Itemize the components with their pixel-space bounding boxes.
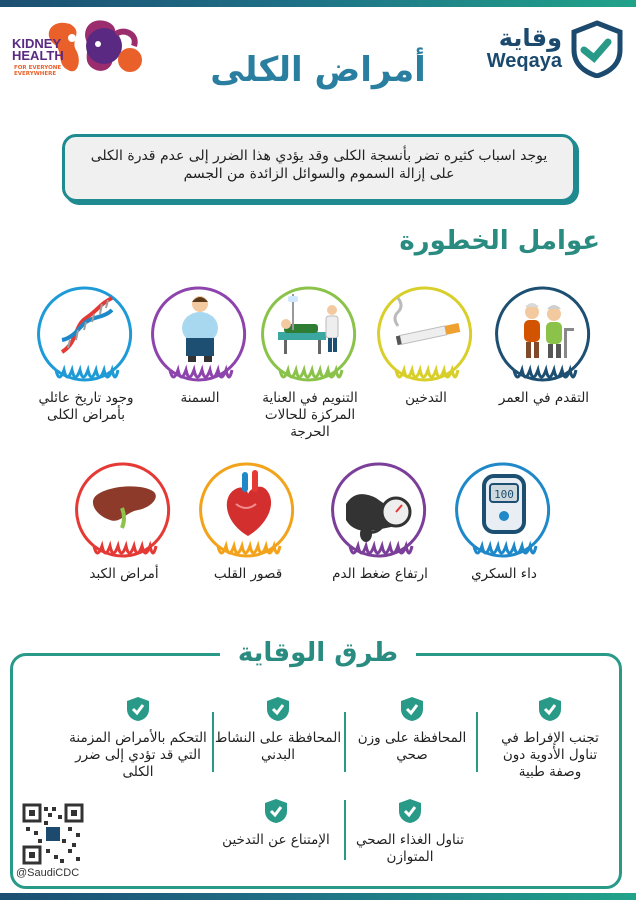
risk-badge-icu [258, 282, 362, 386]
hospital-bed-icon [258, 282, 362, 394]
elderly-couple-icon [492, 282, 596, 394]
risk-item-hypertension [320, 458, 440, 583]
risk-label: داء السكري [471, 566, 537, 582]
risk-badge-diabetes [452, 458, 556, 562]
risk-item-age [484, 282, 604, 407]
top-gradient-bar [0, 0, 636, 7]
blood-pressure-monitor-icon [328, 458, 432, 570]
shield-check-icon [265, 696, 291, 722]
shield-check-icon [399, 696, 425, 722]
risk-badge-age [492, 282, 596, 386]
risk-label: ارتفاع ضغط الدم [332, 566, 428, 582]
risk-label: أمراض الكبد [89, 566, 159, 582]
divider [476, 712, 478, 772]
kidney-logo-subtitle: FOR EVERYONE EVERYWHERE [14, 65, 62, 77]
glucometer-icon [452, 458, 556, 570]
glucometer-reading: 100 [494, 488, 514, 501]
prevention-label: الإمتناع عن التدخين [222, 832, 330, 848]
qr-code-icon [22, 803, 84, 865]
intro-box [62, 134, 576, 202]
page-title: أمراض الكلى [210, 50, 426, 90]
risk-badge-family-history [34, 282, 138, 386]
shield-check-icon [537, 696, 563, 722]
prevention-label: المحافظة على النشاط البدني [214, 730, 342, 763]
weqaya-arabic-name: وقاية [498, 24, 562, 52]
prevention-title: طرق الوقاية [220, 638, 416, 668]
heart-icon [196, 458, 300, 570]
prevention-label: تجنب الإفراط في تناول الأدوية دون وصفة طبية [501, 730, 599, 780]
risk-badge-liver-disease [72, 458, 176, 562]
social-handle[interactable]: @SaudiCDC [16, 867, 80, 879]
risk-item-obesity [140, 282, 260, 407]
risk-badge-heart-failure [196, 458, 300, 562]
prevention-item [214, 696, 342, 764]
obese-person-icon [148, 282, 252, 394]
dna-icon [34, 282, 138, 394]
risk-factors-title: عوامل الخطورة [399, 226, 600, 256]
prevention-item [348, 696, 476, 764]
prevention-item [212, 798, 340, 849]
prevention-item [486, 696, 614, 781]
kidney-logo-title: KIDNEY HEALTH [12, 36, 64, 63]
risk-badge-hypertension [328, 458, 432, 562]
liver-icon [72, 458, 176, 570]
divider [344, 712, 346, 772]
risk-item-family-history [26, 282, 146, 424]
intro-text: يوجد اسباب كثيره تضر بأنسجة الكلى وقد يؤدي هذا الضرر إلى عدم قدرة الكلى على إزالة السموم والسوائل الزائدة من الجسم [90, 148, 548, 182]
prevention-label: المحافظة على وزن صحي [357, 730, 467, 763]
risk-item-icu [250, 282, 370, 441]
prevention-title-wrap [0, 638, 636, 668]
shield-check-icon [125, 696, 151, 722]
prevention-label: تناول الغذاء الصحي المتوازن [356, 832, 464, 865]
risk-item-diabetes [444, 458, 564, 583]
risk-label: السمنة [180, 390, 220, 406]
risk-item-liver-disease [64, 458, 184, 583]
risk-label: التدخين [405, 390, 447, 406]
risk-label: قصور القلب [213, 566, 283, 582]
risk-badge-smoking [374, 282, 478, 386]
risk-badge-obesity [148, 282, 252, 386]
shield-check-icon [397, 798, 423, 824]
prevention-item [68, 696, 208, 781]
risk-item-smoking [366, 282, 486, 407]
risk-item-heart-failure [188, 458, 308, 583]
prevention-item [346, 798, 474, 866]
shield-check-icon [263, 798, 289, 824]
risk-label: وجود تاريخ عائلي بأمراض الكلى [38, 390, 134, 423]
bottom-gradient-bar [0, 893, 636, 900]
qr-code[interactable] [22, 803, 84, 865]
cigarette-icon [374, 282, 478, 394]
risk-label: التنويم في العناية المركزة للحالات الحرجة [262, 390, 358, 440]
risk-label: التقدم في العمر [498, 390, 590, 406]
prevention-label: التحكم بالأمراض المزمنة التي قد تؤدي إلى ضرر الكلى [69, 730, 207, 780]
weqaya-english-name: Weqaya [486, 50, 562, 72]
